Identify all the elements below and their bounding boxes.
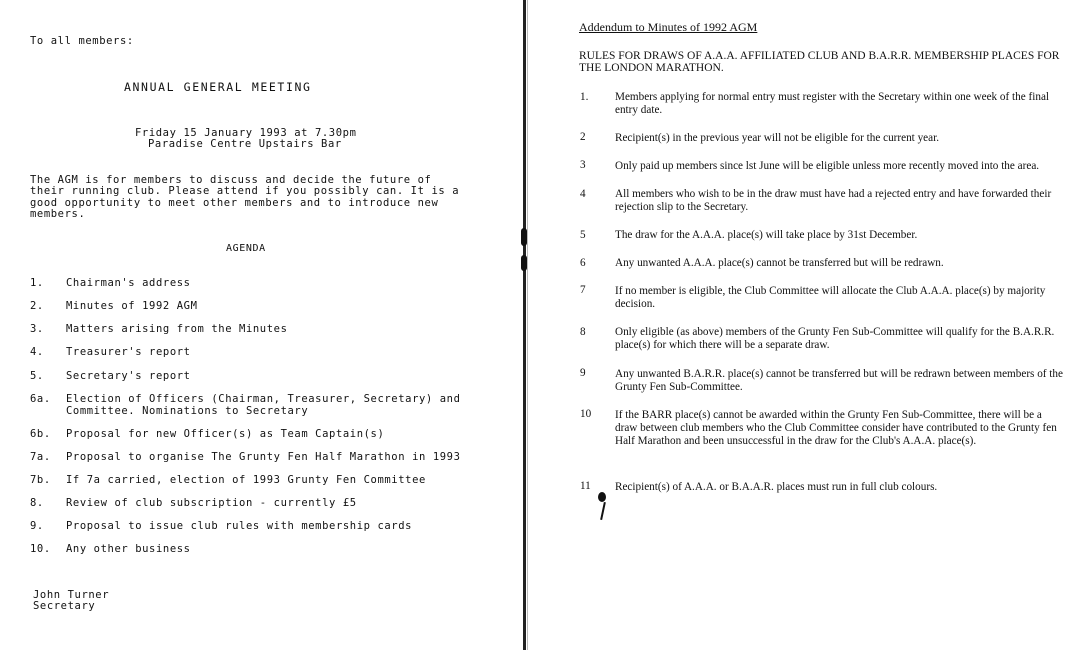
- agenda-item-text: Any other business: [66, 543, 191, 555]
- agenda-item-number: 2.: [30, 300, 44, 312]
- ink-blot: [598, 492, 606, 502]
- agenda-item-text: Proposal for new Officer(s) as Team Captain(s): [66, 428, 385, 440]
- intro-line: their running club. Please attend if you possibly can. It is a: [30, 185, 460, 197]
- agenda-item-text: Election of Officers (Chairman, Treasurer, Secretary) and: [66, 393, 461, 405]
- agenda-item-number: 5.: [30, 370, 44, 382]
- agenda-item-text: Treasurer's report: [66, 346, 191, 358]
- agenda-item-number: 7b.: [30, 474, 51, 486]
- rule-text: Recipient(s) of A.A.A. or B.A.A.R. places must run in full club colours.: [615, 481, 938, 493]
- agenda-item-number: 1.: [30, 277, 44, 289]
- rules-title-line: RULES FOR DRAWS OF A.A.A. AFFILIATED CLUB AND B.A.R.R. MEMBERSHIP PLACES FOR: [579, 50, 1060, 62]
- rule-text: Recipient(s) in the previous year will not be eligible for the current year.: [615, 132, 940, 144]
- agenda-item-text: Secretary's report: [66, 370, 191, 382]
- meeting-venue: Paradise Centre Upstairs Bar: [148, 138, 342, 150]
- agenda-item-text: Review of club subscription - currently £5: [66, 497, 357, 509]
- intro-line: good opportunity to meet other members and to introduce new: [30, 197, 439, 209]
- rule-text: If no member is eligible, the Club Committee will allocate the Club A.A.A. place(s) by majority decision.: [615, 285, 1046, 310]
- agenda-item-text: Minutes of 1992 AGM: [66, 300, 198, 312]
- agenda-item-number: 4.: [30, 346, 44, 358]
- rule-number: 3: [580, 159, 586, 171]
- rule-number: 5: [580, 229, 586, 241]
- rule-text: Members applying for normal entry must register with the Secretary within one week of the final entry date.: [615, 91, 1050, 116]
- agenda-item-text: If 7a carried, election of 1993 Grunty Fen Committee: [66, 474, 426, 486]
- greeting: To all members:: [30, 35, 134, 47]
- signature-role: Secretary: [33, 600, 96, 612]
- rule-number: 8: [580, 326, 586, 338]
- agenda-item-text: Committee. Nominations to Secretary: [66, 405, 309, 417]
- rule-number: 1.: [580, 91, 589, 103]
- rule-number: 2: [580, 131, 586, 143]
- signature-name: John Turner: [33, 589, 110, 601]
- intro-line: members.: [30, 208, 86, 220]
- agenda-item-number: 10.: [30, 543, 51, 555]
- rules-title-line: THE LONDON MARATHON.: [579, 62, 724, 74]
- addendum-header: Addendum to Minutes of 1992 AGM: [579, 20, 758, 34]
- meeting-date: Friday 15 January 1993 at 7.30pm: [135, 127, 357, 139]
- agenda-item-number: 3.: [30, 323, 44, 335]
- rule-number: 11: [580, 480, 591, 492]
- agenda-heading: AGENDA: [226, 243, 266, 254]
- agenda-item-number: 6a.: [30, 393, 51, 405]
- agenda-item-number: 9.: [30, 520, 44, 532]
- rule-text: All members who wish to be in the draw must have had a rejected entry and have forwarded their rejection slip to the Secretary.: [615, 188, 1052, 213]
- rule-text: Only paid up members since lst June will be eligible unless more recently moved into the area.: [615, 160, 1040, 172]
- rule-text: If the BARR place(s) cannot be awarded within the Grunty Fen Sub-Committee, there will be a draw between club members who the Club Committee consider have contributed to the Grunty fen Half Marathon and been unsuccessful in the draw for the Club's A.A.A. place(s).: [615, 409, 1057, 447]
- agenda-item-number: 6b.: [30, 428, 51, 440]
- meeting-title: ANNUAL GENERAL MEETING: [124, 80, 312, 94]
- intro-line: The AGM is for members to discuss and decide the future of: [30, 174, 432, 186]
- rule-text: Only eligible (as above) members of the Grunty Fen Sub-Committee will qualify for the B.A.R.R. place(s) for which there will be a separate draw.: [615, 326, 1055, 351]
- rule-text: The draw for the A.A.A. place(s) will take place by 31st December.: [615, 229, 918, 241]
- agenda-item-number: 7a.: [30, 451, 51, 463]
- ink-mark: [600, 502, 606, 520]
- rule-number: 4: [580, 188, 586, 200]
- agenda-item-text: Matters arising from the Minutes: [66, 323, 288, 335]
- agenda-item-text: Proposal to issue club rules with membership cards: [66, 520, 413, 532]
- rule-number: 10: [580, 408, 592, 420]
- rule-number: 7: [580, 284, 586, 296]
- agenda-item-text: Proposal to organise The Grunty Fen Half Marathon in 1993: [66, 451, 461, 463]
- rule-text: Any unwanted B.A.R.R. place(s) cannot be transferred but will be redrawn between members of the Grunty Fen Sub-Committee.: [615, 368, 1063, 393]
- rule-text: Any unwanted A.A.A. place(s) cannot be transferred but will be redrawn.: [615, 257, 944, 269]
- rule-number: 9: [580, 367, 586, 379]
- agenda-item-number: 8.: [30, 497, 44, 509]
- rule-number: 6: [580, 257, 586, 269]
- agenda-item-text: Chairman's address: [66, 277, 191, 289]
